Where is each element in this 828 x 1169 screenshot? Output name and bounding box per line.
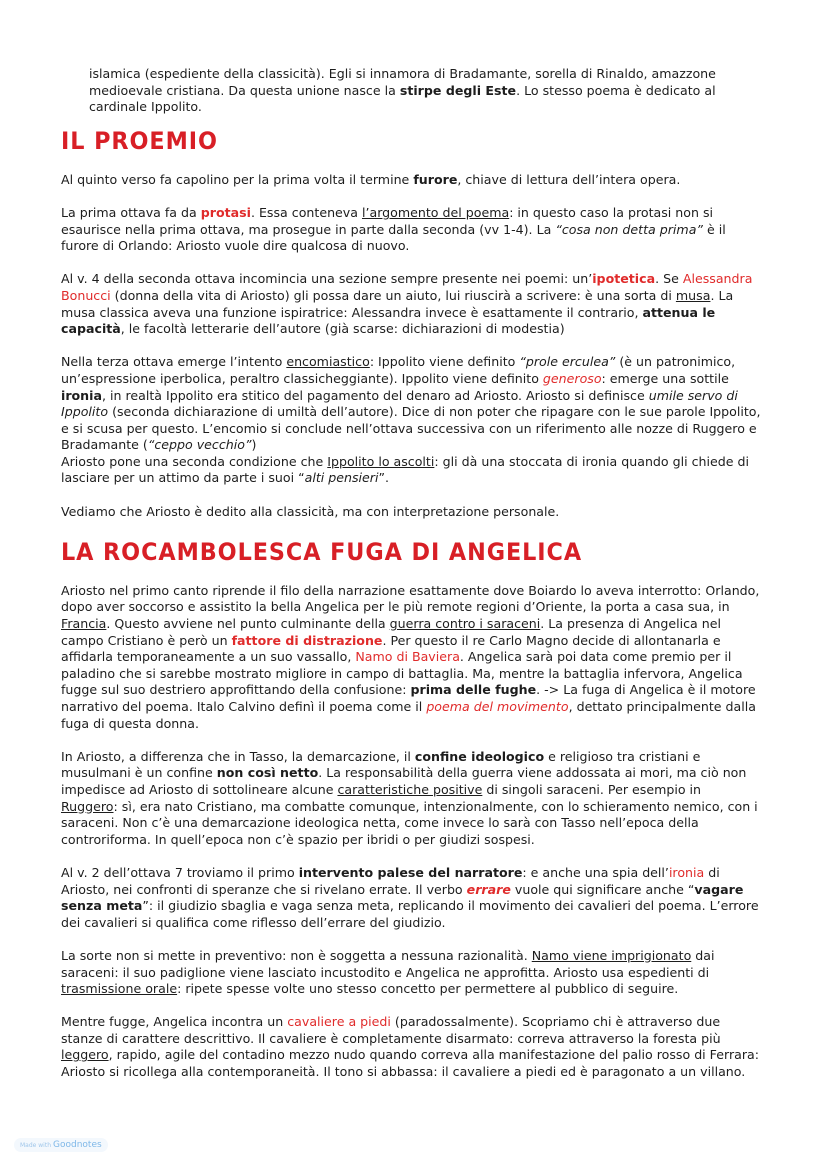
paragraph: La sorte non si mette in preventivo: non è soggetta a nessuna razionalità. Namo viene imprigionato dai saraceni: il suo padiglione viene lasciato incustodito e Angelica ne approfitta. Ariosto usa espedienti di trasmissione orale: ripete spesse volte uno stesso concetto per permettere al pubblico di seguire. <box>61 947 715 997</box>
document-page <box>61 66 761 1097</box>
paragraph: Vediamo che Ariosto è dedito alla classicità, ma con interpretazione personale. <box>61 503 560 519</box>
paragraph: In Ariosto, a differenza che in Tasso, la demarcazione, il confine ideologico e religioso tra cristiani e musulmani è un confine non così netto. La responsabilità della guerra viene addossata ai mori, ma ciò non impedisce ad Ariosto di sottolineare alcune caratteristiche positive di singoli saraceni. Per esempio in Ruggero: sì, era nato Cristiano, ma combatte comunque, intenzionalmente, con lo schieramento nemico, con i saraceni. Non c’è una demarcazione ideologica netta, come invece lo sarà con Tasso nell’epoca della controriforma. In quell’epoca non c’è spazio per ibridi o per giudizi sospesi. <box>61 748 758 847</box>
paragraph: Nella terza ottava emerge l’intento encomiastico: Ippolito viene definito “prole erculea” (è un patronimico, un’espressione iperbolica, peraltro classicheggiante). Ippolito viene definito generoso: emerge una sottile ironia, in realtà Ippolito era stitico del pagamento del denaro ad Ariosto. Ariosto si definisce umile servo di Ippolito (seconda dichiarazione di umiltà dell’autore). Dice di non poter che ripagare con le sue parole Ippolito, e si scusa per questo. L’encomio si conclude nell’ottava successiva con un riferimento alle nozze di Ruggero e Bradamante (“ceppo vecchio”) Ariosto pone una seconda condizione che Ippolito lo ascolti: gli dà una stoccata di ironia quando gli chiede di lasciare per un attimo da parte i suoi “alti pensieri”. <box>61 354 761 486</box>
goodnotes-badge: Made with Goodnotes <box>14 1138 108 1152</box>
section-title-proemio: IL PROEMIO <box>61 126 218 155</box>
paragraph: Al quinto verso fa capolino per la prima volta il termine furore, chiave di lettura dell’intera opera. <box>61 171 681 187</box>
paragraph: Al v. 2 dell’ottava 7 troviamo il primo intervento palese del narratore: e anche una spia dell’ironia di Ariosto, nei confronti di speranze che si rivelano errate. Il verbo errare vuole qui significare anche “vagare senza meta”: il giudizio sbaglia e vaga senza meta, replicando il movimento dei cavalieri del poema. L’errore dei cavalieri si qualifica come riflesso dell’errare del giudizio. <box>61 864 759 930</box>
intro-paragraph: islamica (espediente della classicità). Egli si innamora di Bradamante, sorella di Rinaldo, amazzone medioevale cristiana. Da questa unione nasce la stirpe degli Este. Lo stesso poema è dedicato al cardinale Ippolito. <box>89 66 716 115</box>
paragraph: Ariosto nel primo canto riprende il filo della narrazione esattamente dove Boiardo lo aveva interrotto: Orlando, dopo aver soccorso e assistito la bella Angelica per le più remote regioni d’Oriente, la porta a casa sua, in Francia. Questo avviene nel punto culminante della guerra contro i saraceni. La presenza di Angelica nel campo Cristiano è però un fattore di distrazione. Per questo il re Carlo Magno decide di allontanarla e affidarla temporaneamente a un suo vassallo, Namo di Baviera. Angelica sarà poi data come premio per il paladino che si sarebbe mostrato migliore in campo di battaglia. Ma, mentre la battaglia infervora, Angelica fugge sul suo destriero approfittando della confusione: prima delle fughe. -> La fuga di Angelica è il motore narrativo del poema. Italo Calvino definì il poema come il poema del movimento, dettato principalmente dalla fuga di questa donna. <box>61 582 760 731</box>
paragraph: Mentre fugge, Angelica incontra un cavaliere a piedi (paradossalmente). Scopriamo chi è attraverso due stanze di carattere descrittivo. Il cavaliere è completamente disarmato: correva attraverso la foresta più leggero, rapido, agile del contadino mezzo nudo quando correva alla manifestazione del palio rosso di Ferrara: Ariosto si ricollega alla contemporaneità. Il tono si abbassa: il cavaliere a piedi ed è paragonato a un villano. <box>61 1014 759 1080</box>
paragraph: La prima ottava fa da protasi. Essa conteneva l’argomento del poema: in questo caso la protasi non si esaurisce nella prima ottava, ma prosegue in parte dalla seconda (vv 1-4). La “cosa non detta prima” è il furore di Orlando: Ariosto vuole dire qualcosa di nuovo. <box>61 204 726 254</box>
section-title-fuga-angelica: LA ROCAMBOLESCA FUGA DI ANGELICA <box>61 537 583 566</box>
paragraph: Al v. 4 della seconda ottava incomincia una sezione sempre presente nei poemi: un’ipotetica. Se Alessandra Bonucci (donna della vita di Ariosto) gli possa dare un aiuto, lui riuscirà a scrivere: è una sorta di musa. La musa classica aveva una funzione ispiratrice: Alessandra invece è esattamente il contrario, attenua le capacità, le facoltà letterarie dell’autore (già scarse: dichiarazioni di modestia) <box>61 271 753 337</box>
